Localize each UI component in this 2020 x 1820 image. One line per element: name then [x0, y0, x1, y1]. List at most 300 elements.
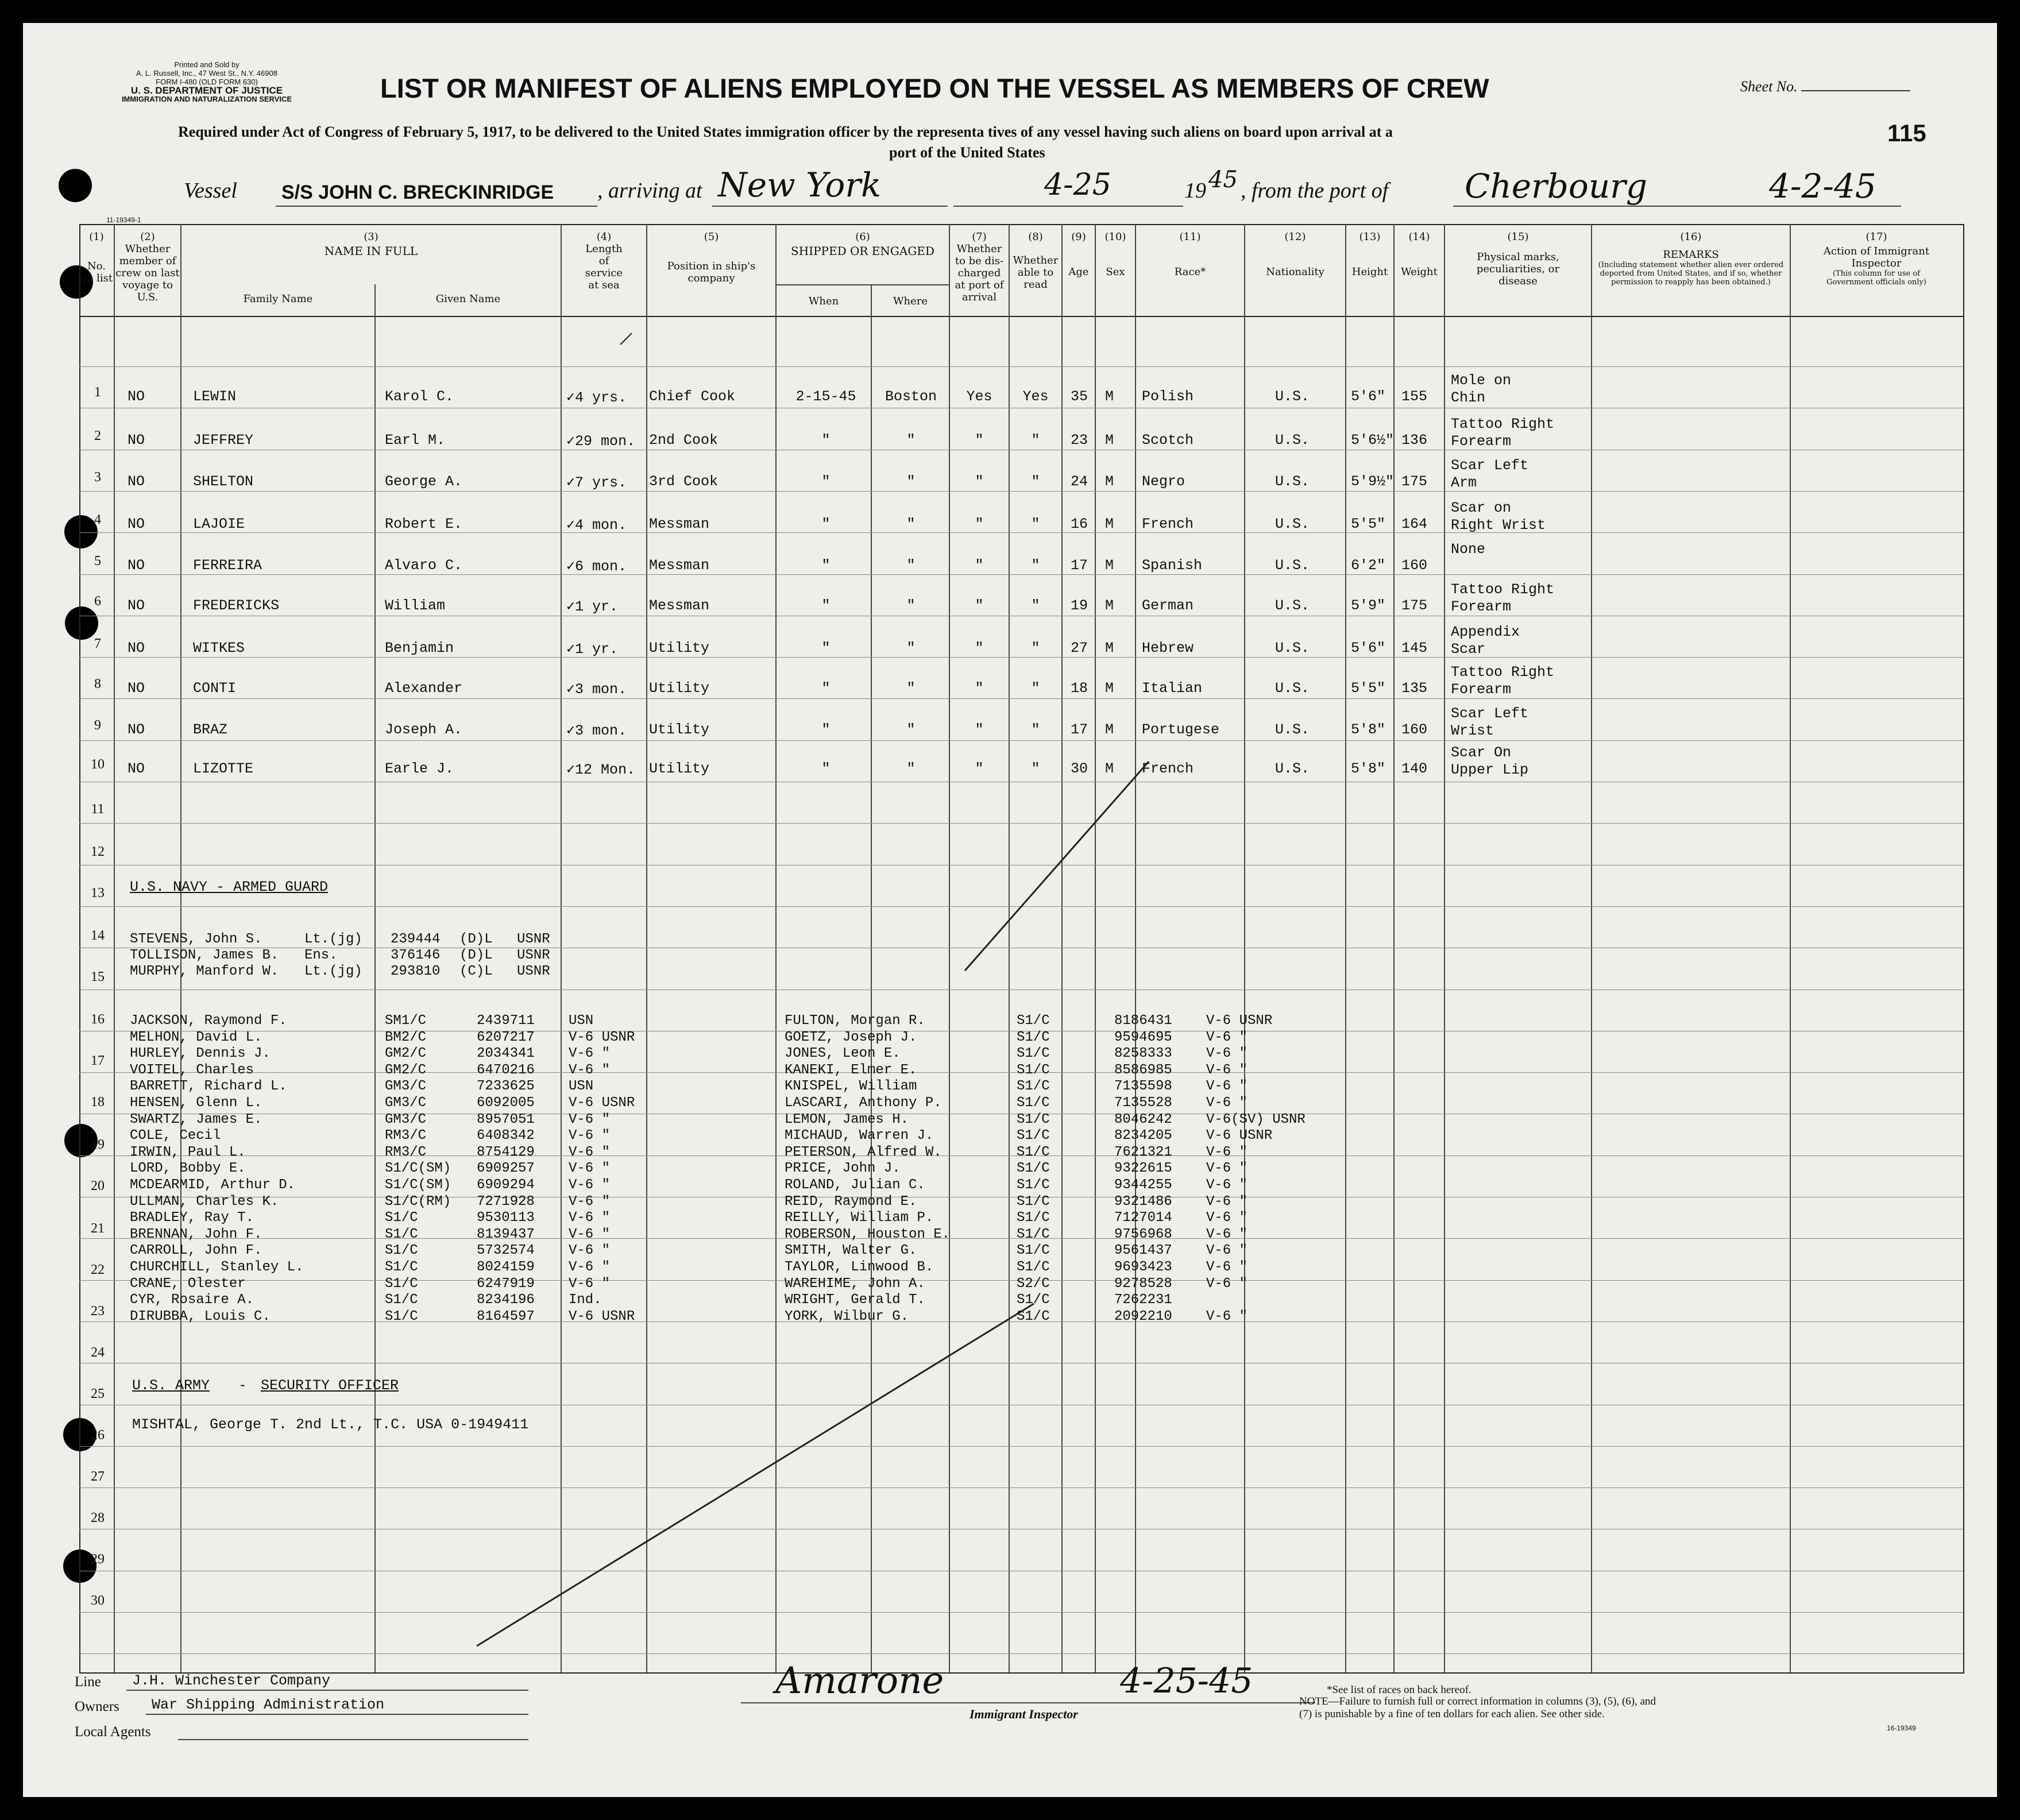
service-number: 9693423: [1114, 1259, 1172, 1275]
member-class: V-6 ": [569, 1111, 611, 1127]
discharged: ": [975, 557, 984, 574]
col-header-note: (Including statement whether alien ever ordered deported from United States, and if so, whether permission to reapply has been obtained.): [1598, 261, 1784, 287]
service-number: 6909294: [477, 1177, 535, 1193]
member-rate: S2/C: [1017, 1276, 1050, 1292]
row-number: 1: [94, 385, 101, 400]
member-name: BARRETT, Richard L.: [130, 1079, 287, 1095]
sex: M: [1105, 760, 1114, 777]
service-length: ✓3 mon.: [566, 681, 627, 698]
member-class: V-6(SV) USNR: [1206, 1111, 1306, 1127]
footer-owners-label: Owners: [75, 1699, 119, 1714]
member-rate: S1/C: [1017, 1308, 1050, 1324]
service-length: ✓29 mon.: [566, 433, 636, 450]
member-rate: S1/C(RM): [385, 1193, 451, 1210]
member-class: V-6 ": [1206, 1046, 1248, 1062]
nationality: U.S.: [1275, 473, 1310, 490]
form-code: 11-19349-1: [106, 216, 141, 224]
shipped-where: Boston: [885, 388, 937, 405]
member-name: LEMON, James H.: [785, 1111, 909, 1127]
service-length: ✓4 mon.: [566, 517, 627, 534]
member-rate: S1/C: [1017, 1013, 1050, 1029]
col-header-label: Whether able to read: [1013, 254, 1059, 291]
col-header-label: Position in ship's company: [667, 260, 756, 284]
height: 6'2": [1351, 557, 1386, 574]
family-name: BRAZ: [193, 721, 228, 738]
sex: M: [1105, 473, 1114, 490]
member-class: V-6 USNR: [569, 1308, 635, 1324]
footer-owners-underline: [146, 1714, 528, 1715]
service-number: 2439711: [477, 1013, 535, 1029]
member-name: HURLEY, Dennis J.: [130, 1046, 271, 1062]
age: 17: [1071, 557, 1088, 574]
member-name: IRWIN, Paul L.: [130, 1144, 246, 1160]
shipped-when: ": [821, 760, 831, 777]
physical-marks: Scar on: [1451, 500, 1512, 516]
requirement-text-2: port of the United States: [889, 144, 1045, 161]
col-header-num: (15): [1507, 231, 1529, 243]
physical-marks: Scar: [1451, 641, 1486, 658]
nationality: U.S.: [1275, 680, 1310, 697]
service-length: ✓1 yr.: [566, 598, 619, 615]
member-rate: S1/C: [385, 1243, 418, 1259]
weight: 136: [1401, 432, 1428, 449]
army-entry: MISHTAL, George T. 2nd Lt., T.C. USA 0-1949411: [132, 1416, 529, 1433]
col-header-num: (8): [1028, 231, 1043, 243]
footer-line-value: J.H. Winchester Company: [132, 1672, 331, 1689]
position: Chief Cook: [649, 388, 736, 405]
race: Scotch: [1142, 432, 1194, 449]
member-class: V-6 ": [1206, 1210, 1248, 1226]
service-number: 9322615: [1114, 1161, 1172, 1177]
family-name: FERREIRA: [193, 557, 262, 574]
row-number: 24: [91, 1345, 105, 1360]
nationality: U.S.: [1275, 721, 1310, 738]
service-number: 8234205: [1114, 1128, 1172, 1144]
sex: M: [1105, 432, 1114, 449]
member-name: SWARTZ, James E.: [130, 1111, 262, 1127]
footer-agents-underline: [178, 1739, 528, 1740]
col-header-num: (9): [1071, 231, 1086, 243]
able-to-read: ": [1031, 557, 1040, 574]
service-number: 5732574: [477, 1243, 535, 1259]
family-name: LIZOTTE: [193, 760, 254, 777]
physical-marks: Forearm: [1451, 433, 1512, 450]
service-number: 8186431: [1114, 1013, 1172, 1029]
member-rate: S1/C: [1017, 1079, 1050, 1095]
position: Messman: [649, 557, 710, 574]
row-number: 18: [91, 1095, 105, 1110]
weight: 135: [1401, 680, 1428, 697]
arriving-label: , arriving at: [597, 179, 702, 203]
row-number: 27: [91, 1469, 105, 1484]
col-header-num: (6): [855, 231, 870, 243]
service-number: 9321486: [1114, 1193, 1172, 1210]
physical-marks: Right Wrist: [1451, 517, 1546, 534]
able-to-read: Yes: [1022, 388, 1049, 405]
inspector-underline: [741, 1702, 1315, 1703]
member-class: V-6 ": [569, 1259, 611, 1275]
discharged: ": [975, 473, 984, 490]
height: 5'5": [1351, 516, 1386, 532]
member-rate: S1/C: [385, 1259, 418, 1275]
row-number: 19: [91, 1137, 105, 1152]
physical-marks: Forearm: [1451, 598, 1512, 615]
publisher-line: IMMIGRATION AND NATURALIZATION SERVICE: [121, 95, 292, 103]
prev-voyage: NO: [128, 557, 145, 574]
reserve-code: USNR: [517, 932, 550, 947]
physical-marks: Scar On: [1451, 744, 1512, 761]
weight: 145: [1401, 640, 1428, 656]
service-number: 9278528: [1114, 1276, 1172, 1292]
nationality: U.S.: [1275, 597, 1310, 614]
col-header-label: Length of service at sea: [585, 243, 623, 291]
member-rate: S1/C: [1017, 1029, 1050, 1045]
member-name: CHURCHILL, Stanley L.: [130, 1259, 304, 1275]
shipped-where: ": [906, 760, 916, 777]
service-length: ✓4 yrs.: [566, 389, 627, 406]
service-number: 9561437: [1114, 1243, 1172, 1259]
nationality: U.S.: [1275, 557, 1310, 574]
weight: 160: [1401, 721, 1428, 738]
discharged: ": [975, 516, 984, 532]
family-name: SHELTON: [193, 473, 254, 490]
member-name: TAYLOR, Linwood B.: [785, 1259, 934, 1275]
shipped-where: ": [906, 516, 916, 532]
member-name: KANEKI, Elmer E.: [785, 1062, 917, 1078]
reserve-code: USNR: [517, 964, 550, 979]
row-number: 5: [94, 554, 101, 569]
weight: 175: [1401, 473, 1428, 490]
row-number: 12: [91, 844, 105, 859]
physical-marks: Scar Left: [1451, 705, 1529, 722]
sex: M: [1105, 388, 1114, 405]
member-class: V-6 ": [1206, 1226, 1248, 1242]
service-length: ✓3 mon.: [566, 722, 627, 739]
physical-marks: Forearm: [1451, 681, 1512, 698]
age: 23: [1071, 432, 1088, 449]
officer-name: MURPHY, Manford W.: [130, 964, 279, 979]
col-header-label: Whether member of crew on last voyage to U.S.: [115, 243, 180, 303]
member-class: V-6 ": [569, 1243, 611, 1259]
cancellation-stroke: [23, 23, 1997, 1797]
member-name: JACKSON, Raymond F.: [130, 1013, 287, 1029]
service-length: ✓12 Mon.: [566, 762, 636, 778]
row-number: 30: [91, 1593, 105, 1608]
sex: M: [1105, 557, 1114, 574]
prev-voyage: NO: [128, 640, 145, 656]
member-class: V-6 ": [1206, 1029, 1248, 1045]
member-name: WRIGHT, Gerald T.: [785, 1292, 925, 1308]
weight: 140: [1401, 760, 1428, 777]
height: 5'6": [1351, 388, 1386, 405]
member-class: V-6 ": [569, 1062, 611, 1078]
col-header-num: (17): [1865, 231, 1887, 243]
member-rate: S1/C: [1017, 1161, 1050, 1177]
officer-name: STEVENS, John S.: [130, 932, 262, 947]
col-header-3b: Given Name: [435, 293, 501, 305]
from-port: Cherbourg: [1465, 167, 1648, 206]
officer-rank: Ens.: [304, 948, 338, 963]
col-header-6a: When: [808, 295, 839, 307]
col-header-num: (1): [89, 231, 104, 243]
officer-class: (D)L: [459, 948, 493, 963]
member-name: MELHON, David L.: [130, 1029, 262, 1045]
age: 30: [1071, 760, 1088, 777]
service-number: 376146: [391, 948, 441, 963]
member-name: VOITEL, Charles: [130, 1062, 254, 1078]
member-name: ROBERSON, Houston E.: [785, 1226, 951, 1242]
row-number: 13: [91, 886, 105, 901]
nationality: U.S.: [1275, 516, 1310, 532]
service-number: 6207217: [477, 1029, 535, 1045]
col-header-note: (This column for use of Government officials only): [1826, 269, 1926, 287]
col-header-label: No. on list: [80, 260, 113, 284]
sex: M: [1105, 640, 1114, 656]
physical-marks: Mole on: [1451, 372, 1512, 389]
age: 17: [1071, 721, 1088, 738]
row-number: 26: [91, 1428, 105, 1443]
member-name: REID, Raymond E.: [785, 1193, 917, 1210]
footer-line-underline: [126, 1690, 528, 1691]
service-length: ✓1 yr.: [566, 641, 619, 658]
from-label: , from the port of: [1241, 179, 1389, 203]
col-header-label: Weight: [1401, 266, 1438, 278]
reserve-code: USNR: [517, 948, 550, 963]
member-rate: GM3/C: [385, 1095, 427, 1111]
discharged: ": [975, 680, 984, 697]
prev-voyage: NO: [128, 680, 145, 697]
shipped-when: ": [821, 473, 831, 490]
member-rate: RM3/C: [385, 1128, 427, 1144]
physical-marks: None: [1451, 541, 1486, 558]
member-class: V-6 ": [569, 1161, 611, 1177]
member-rate: S1/C: [1017, 1111, 1050, 1127]
service-number: 6247919: [477, 1276, 535, 1292]
shipped-when: ": [821, 640, 831, 656]
col-header-label: REMARKS: [1663, 249, 1719, 261]
age: 18: [1071, 680, 1088, 697]
member-rate: S1/C: [385, 1276, 418, 1292]
inspector-signature: Amarone: [775, 1660, 944, 1702]
requirement-text: Required under Act of Congress of February 5, 1917, to be delivered to the United States immigration officer by the representa tives of any vessel having such aliens on board upon arrival at a: [178, 123, 1393, 140]
service-number: 7135528: [1114, 1095, 1172, 1111]
family-name: LAJOIE: [193, 516, 245, 532]
age: 16: [1071, 516, 1088, 532]
row-number: 28: [91, 1510, 105, 1525]
row-number: 9: [94, 718, 101, 733]
service-number: 8024159: [477, 1259, 535, 1275]
service-number: 8234196: [477, 1292, 535, 1308]
col-header-num: (2): [140, 231, 155, 243]
position: Utility: [649, 721, 710, 738]
position: Utility: [649, 680, 710, 697]
given-name: Alexander: [385, 680, 463, 697]
position: Utility: [649, 640, 710, 656]
shipped-where: ": [906, 640, 916, 656]
shipped-when: ": [821, 516, 831, 532]
row-number: 10: [91, 757, 105, 772]
prev-voyage: NO: [128, 432, 145, 449]
member-class: V-6 ": [569, 1226, 611, 1242]
row-number: 4: [94, 512, 101, 527]
member-class: V-6 ": [569, 1177, 611, 1193]
member-class: V-6 USNR: [1206, 1013, 1273, 1029]
prev-voyage: NO: [128, 516, 145, 532]
member-class: V-6 ": [1206, 1079, 1248, 1095]
service-number: 7262231: [1114, 1292, 1172, 1308]
physical-marks: Upper Lip: [1451, 762, 1529, 778]
row-number: 20: [91, 1178, 105, 1193]
member-class: V-6 ": [569, 1193, 611, 1210]
member-class: V-6 ": [1206, 1243, 1248, 1259]
member-rate: S1/C: [1017, 1292, 1050, 1308]
service-number: 8139437: [477, 1226, 535, 1242]
service-number: 6092005: [477, 1095, 535, 1111]
race: Polish: [1142, 388, 1194, 405]
diagonal-stroke: [620, 333, 632, 345]
member-name: JONES, Leon E.: [785, 1046, 901, 1062]
able-to-read: ": [1031, 516, 1040, 532]
col-header-label: NAME IN FULL: [324, 244, 418, 258]
member-name: LORD, Bobby E.: [130, 1161, 246, 1177]
nationality: U.S.: [1275, 760, 1310, 777]
given-name: Joseph A.: [385, 721, 463, 738]
shipped-when: ": [821, 557, 831, 574]
discharged: ": [975, 760, 984, 777]
year-suffix: 45: [1208, 167, 1238, 193]
height: 5'6": [1351, 640, 1386, 656]
col-header-label: SHIPPED OR ENGAGED: [791, 244, 934, 258]
able-to-read: ": [1031, 640, 1040, 656]
member-name: WAREHIME, John A.: [785, 1276, 925, 1292]
physical-marks: Chin: [1451, 389, 1486, 406]
member-class: V-6 ": [1206, 1062, 1248, 1078]
service-number: 9344255: [1114, 1177, 1172, 1193]
member-class: V-6 ": [1206, 1177, 1248, 1193]
member-name: PETERSON, Alfred W.: [785, 1144, 942, 1160]
col-header-num: (10): [1104, 231, 1126, 243]
member-class: V-6 ": [569, 1128, 611, 1144]
discharged: ": [975, 640, 984, 656]
member-rate: S1/C: [1017, 1193, 1050, 1210]
member-class: V-6 ": [1206, 1259, 1248, 1275]
family-name: WITKES: [193, 640, 245, 656]
service-number: 9530113: [477, 1210, 535, 1226]
publisher-line: Printed and Sold by: [174, 60, 240, 69]
row-number: 25: [91, 1386, 105, 1401]
physical-marks: Appendix: [1451, 624, 1520, 640]
member-name: LASCARI, Anthony P.: [785, 1095, 942, 1111]
officer-rank: Lt.(jg): [304, 964, 362, 979]
col-header-label: Nationality: [1266, 266, 1324, 278]
service-number: 9594695: [1114, 1029, 1172, 1045]
officer-class: (D)L: [459, 932, 493, 947]
able-to-read: ": [1031, 721, 1040, 738]
footer-owners-value: War Shipping Administration: [152, 1697, 385, 1713]
member-name: ULLMAN, Charles K.: [130, 1193, 279, 1210]
member-class: V-6 ": [1206, 1095, 1248, 1111]
col-header-num: (16): [1680, 231, 1702, 243]
family-name: CONTI: [193, 680, 237, 697]
footer-agents-label: Local Agents: [75, 1724, 151, 1740]
shipped-where: ": [906, 721, 916, 738]
row-number: 11: [91, 802, 105, 817]
inspector-date: 4-25-45: [1120, 1661, 1253, 1701]
service-number: 293810: [391, 964, 441, 979]
given-name: Earl M.: [385, 432, 446, 449]
member-class: V-6 ": [569, 1046, 611, 1062]
note-line-1: NOTE—Failure to furnish full or correct information in columns (3), (5), (6), and: [1299, 1695, 1656, 1707]
service-number: 6470216: [477, 1062, 535, 1078]
col-header-num: (14): [1408, 231, 1430, 243]
given-name: Alvaro C.: [385, 557, 463, 574]
member-class: V-6 ": [1206, 1308, 1248, 1324]
member-rate: GM2/C: [385, 1062, 427, 1078]
col-header-num: (12): [1284, 231, 1306, 243]
note-line-2: (7) is punishable by a fine of ten dollars for each alien. See other side.: [1299, 1708, 1605, 1720]
discharged: ": [975, 721, 984, 738]
position: 3rd Cook: [649, 473, 719, 490]
manifest-page: [23, 23, 1997, 1797]
able-to-read: ": [1031, 473, 1040, 490]
member-rate: S1/C: [385, 1210, 418, 1226]
vessel-label: Vessel: [184, 179, 237, 203]
member-class: V-6 USNR: [569, 1095, 635, 1111]
physical-marks: Wrist: [1451, 722, 1494, 739]
member-class: V-6 USNR: [569, 1029, 635, 1045]
given-name: William: [385, 597, 446, 614]
col-header-num: (5): [704, 231, 719, 243]
service-number: 8957051: [477, 1111, 535, 1127]
service-number: 7135598: [1114, 1079, 1172, 1095]
member-rate: S1/C: [1017, 1259, 1050, 1275]
service-number: 7127014: [1114, 1210, 1172, 1226]
service-number: 7271928: [477, 1193, 535, 1210]
army-heading-sep: -: [238, 1377, 248, 1394]
row-number: 17: [91, 1053, 105, 1068]
officer-class: (C)L: [459, 964, 493, 979]
service-number: 7621321: [1114, 1144, 1172, 1160]
shipped-where: ": [906, 473, 916, 490]
army-heading-b: SECURITY OFFICER: [261, 1377, 399, 1394]
member-name: FULTON, Morgan R.: [785, 1013, 925, 1029]
army-heading-a: U.S. ARMY: [132, 1377, 210, 1394]
row-number: 6: [94, 594, 101, 609]
able-to-read: ": [1031, 432, 1040, 449]
publisher-line: A. L. Russell, Inc., 47 West St., N.Y. 46908: [136, 69, 277, 78]
col-header-label: Age: [1068, 266, 1089, 278]
member-class: Ind.: [569, 1292, 602, 1308]
race: Spanish: [1142, 557, 1203, 574]
shipped-when: ": [821, 721, 831, 738]
weight: 160: [1401, 557, 1428, 574]
given-name: Earle J.: [385, 760, 454, 777]
position: Messman: [649, 516, 710, 532]
member-name: CARROLL, John F.: [130, 1243, 262, 1259]
member-class: V-6 ": [569, 1276, 611, 1292]
shipped-when: ": [821, 680, 831, 697]
member-rate: S1/C: [1017, 1177, 1050, 1193]
col-header-num: (4): [596, 231, 612, 243]
physical-marks: Tattoo Right: [1451, 416, 1555, 432]
member-name: GOETZ, Joseph J.: [785, 1029, 917, 1045]
member-name: CRANE, Olester: [130, 1276, 246, 1292]
weight: 175: [1401, 597, 1428, 614]
member-rate: S1/C(SM): [385, 1177, 451, 1193]
footer-form-code: 16-19349: [1887, 1724, 1916, 1732]
shipped-where: ": [906, 680, 916, 697]
age: 27: [1071, 640, 1088, 656]
